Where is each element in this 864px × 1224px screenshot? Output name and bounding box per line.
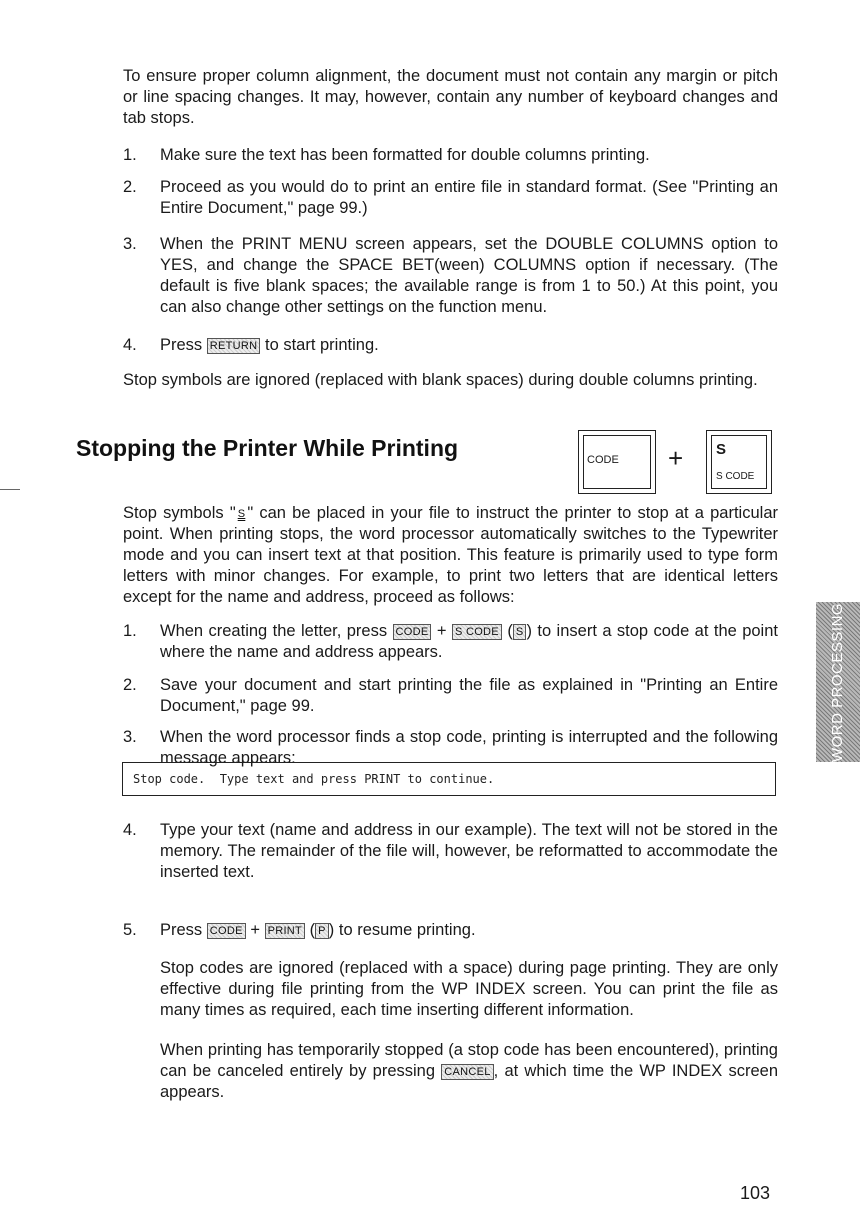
list-text: When creating the letter, press CODE + S CODE ( S ) to insert a stop code at the point where the name and address appears. [160,622,778,661]
list-text: Press RETURN to start printing. [160,336,379,354]
p-key-icon: P [315,923,329,939]
list-number: 5. [123,921,137,939]
s-key-icon: S [513,624,527,640]
code-keycap-icon: CODE [578,430,656,494]
list-item [123,234,778,318]
list-item [123,621,778,663]
list-item [123,920,778,941]
stop-codes-paragraph: Stop codes are ignored (replaced with a space) during page printing. They are only effective during file printing from the WP INDEX screen. You can print the file as many times as required, each time inserting different information. [160,959,778,1019]
cancel-key-icon: CANCEL [441,1064,493,1080]
stop-code-message: Stop code. Type text and press PRINT to continue. [122,762,776,796]
list-number: 3. [123,235,137,253]
plus-sign: + [668,443,684,473]
s-keycap-icon: S S CODE [706,430,772,494]
list-text: When the PRINT MENU screen appears, set the DOUBLE COLUMNS option to YES, and change the SPACE BET(ween) COLUMNS option if necessary. (The default is five blank spaces; the available range is from 1 to 50.) At this point, you can also change other settings on the function menu. [160,235,778,316]
list-text: When the word processor finds a stop code, printing is interrupted and the following message appears: [160,728,778,767]
double-columns-note: Stop symbols are ignored (replaced with blank spaces) during double columns printing. [123,371,758,389]
list-number: 3. [123,728,137,746]
list-number: 4. [123,821,137,839]
stop-symbol-icon: S [237,508,246,520]
code-key-icon: CODE [393,624,432,640]
code-key-icon: CODE [207,923,246,939]
s-code-key-icon: S CODE [452,624,502,640]
margin-rule [0,489,20,490]
list-number: 1. [123,146,137,164]
list-text: Make sure the text has been formatted for double columns printing. [160,146,650,164]
print-key-icon: PRINT [265,923,306,939]
return-key-icon: RETURN [207,338,261,354]
page-number: 103 [740,1183,771,1203]
list-text: Save your document and start printing the file as explained in "Printing an Entire Document," page 99. [160,676,778,715]
list-text: Proceed as you would do to print an entire file in standard format. (See "Printing an Entire Document," page 99.) [160,178,778,217]
list-text: Press CODE + PRINT ( P ) to resume printing. [160,921,476,939]
list-number: 1. [123,622,137,640]
list-number: 4. [123,336,137,354]
list-number: 2. [123,178,137,196]
list-item [123,145,778,166]
list-item [123,177,778,219]
list-item [123,335,778,356]
cancel-paragraph: When printing has temporarily stopped (a stop code has been encountered), printing can be canceled entirely by pressing CANCEL , at which time the WP INDEX screen appears. [160,1041,778,1101]
list-number: 2. [123,676,137,694]
list-item [123,675,778,717]
section-title: Stopping the Printer While Printing [76,435,459,461]
list-item [123,820,778,883]
stop-symbols-paragraph: Stop symbols " S " can be placed in your file to instruct the printer to stop at a particular point. When printing stops, the word processor automatically switches to the Typewriter mode and you can insert text at that position. This feature is primarily used to type form letters with minor changes. For example, to print two letters that are identical letters except for the name and address, proceed as follows: [123,504,778,606]
intro-paragraph: To ensure proper column alignment, the document must not contain any margin or pitch or line spacing changes. It may, however, contain any number of keyboard changes and tab stops. [123,67,778,127]
word-processing-tab: WORD PROCESSING [816,602,860,762]
list-text: Type your text (name and address in our example). The text will not be stored in the memory. The remainder of the file will, however, be reformatted to accommodate the inserted text. [160,821,778,881]
